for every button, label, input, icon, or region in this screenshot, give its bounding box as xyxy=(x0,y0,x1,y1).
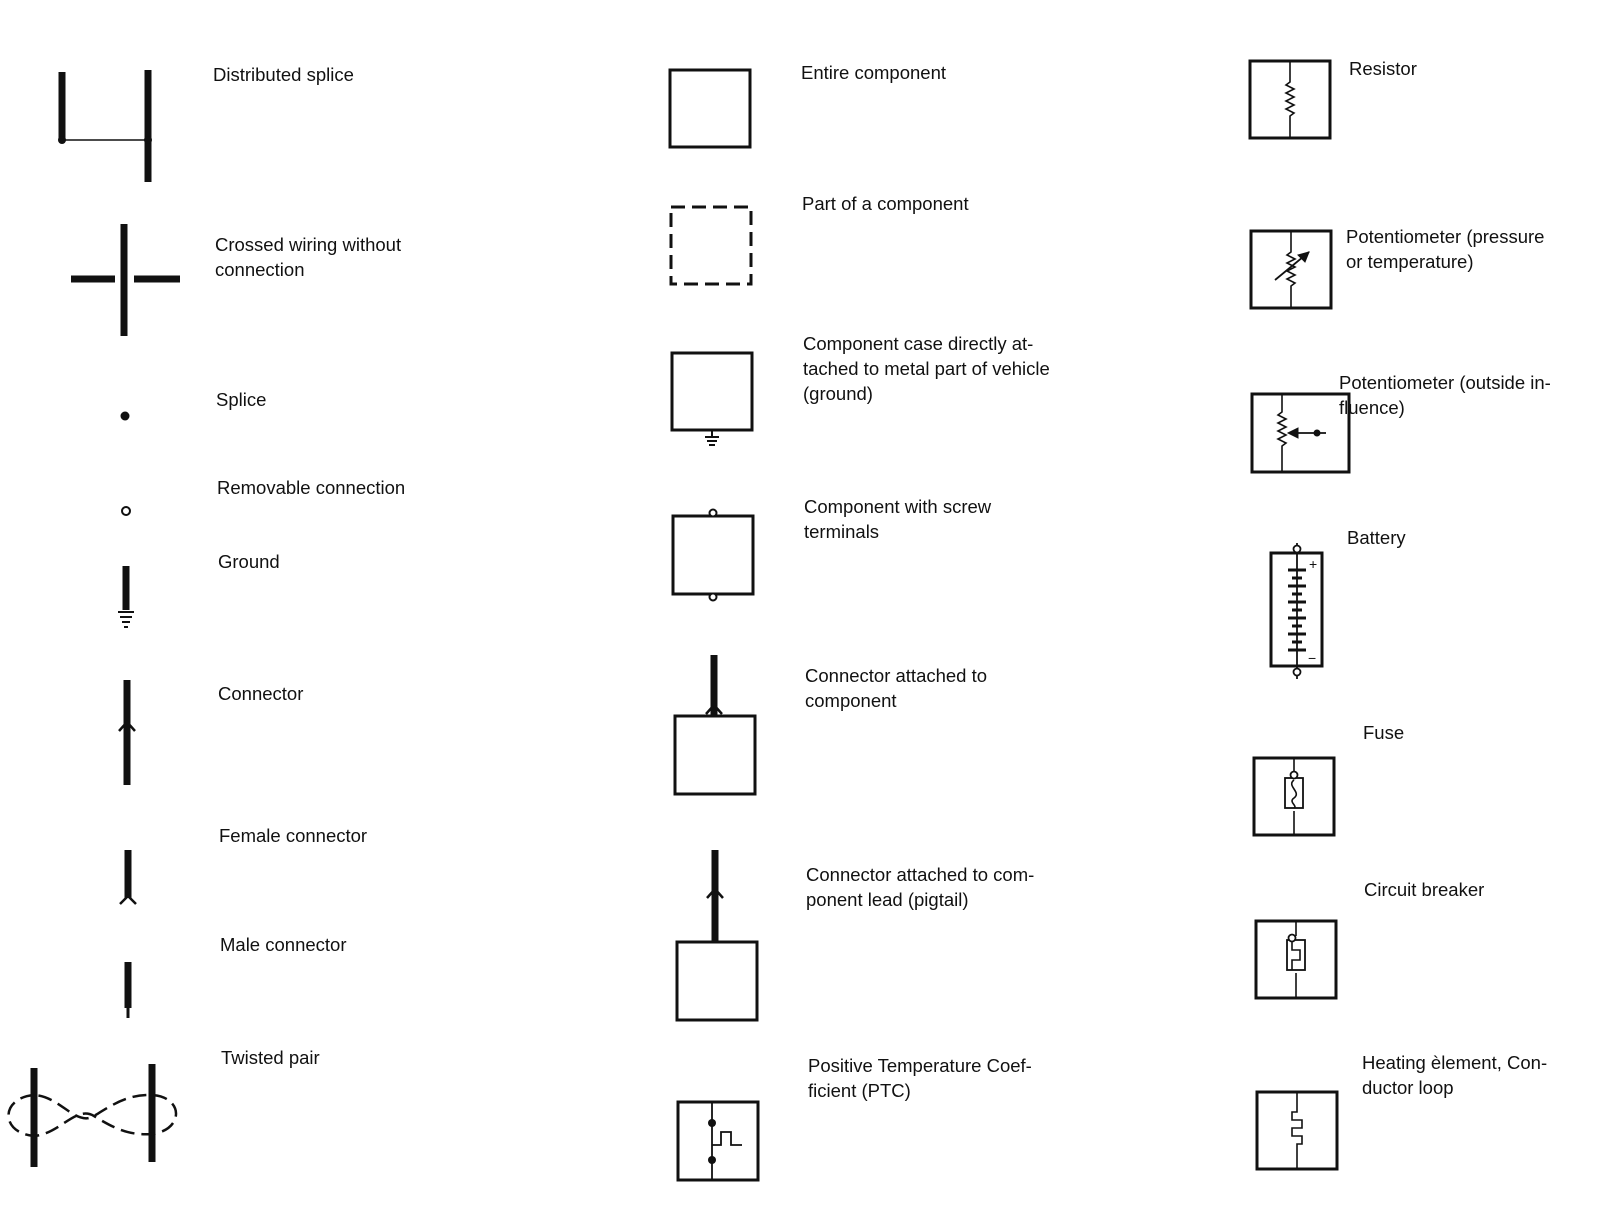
entire-component-icon xyxy=(670,70,750,147)
distributed-splice-icon xyxy=(58,70,152,182)
label-resistor: Resistor xyxy=(1349,58,1417,79)
label-component-case-ground: Component case directly at- tached to metal part of vehicle (ground) xyxy=(803,333,1050,404)
label-connector: Connector xyxy=(218,683,304,704)
heating-element-icon xyxy=(1257,1092,1337,1169)
label-crossed-wiring: Crossed wiring without connection xyxy=(215,234,402,280)
connector-component-icon xyxy=(675,655,755,794)
label-removable-connection: Removable connection xyxy=(217,477,406,498)
label-twisted-pair: Twisted pair xyxy=(221,1047,320,1068)
circuit-breaker-icon xyxy=(1256,921,1336,998)
ptc-icon xyxy=(678,1102,758,1180)
label-heating-element: Heating èlement, Con- ductor loop xyxy=(1362,1052,1548,1098)
label-male-connector: Male connector xyxy=(220,934,347,955)
potentiometer-outside-icon xyxy=(1252,394,1349,472)
label-ptc: Positive Temperature Coef- ficient (PTC) xyxy=(808,1055,1032,1101)
resistor-icon xyxy=(1250,61,1330,138)
label-female-connector: Female connector xyxy=(219,825,368,846)
label-fuse: Fuse xyxy=(1363,722,1405,743)
fuse-icon xyxy=(1254,758,1334,835)
potentiometer-pressure-icon xyxy=(1251,231,1331,308)
label-splice: Splice xyxy=(216,389,267,410)
connector-icon xyxy=(119,680,135,785)
component-case-ground-icon xyxy=(672,353,752,445)
label-distributed-splice: Distributed splice xyxy=(213,64,354,85)
label-battery: Battery xyxy=(1347,527,1406,548)
label-potentiometer-pressure: Potentiometer (pressure or temperature) xyxy=(1346,226,1545,272)
twisted-pair-icon xyxy=(9,1064,177,1167)
female-connector-icon xyxy=(120,850,136,904)
part-of-component-icon xyxy=(671,207,751,284)
splice-icon xyxy=(121,412,130,421)
ground-icon xyxy=(118,566,134,627)
battery-negative-mark: − xyxy=(1308,650,1317,666)
label-potentiometer-outside: Potentiometer (outside in- fluence) xyxy=(1339,372,1551,418)
connector-pigtail-icon xyxy=(677,850,757,1020)
removable-connection-icon xyxy=(122,507,130,515)
label-screw-terminals: Component with screw terminals xyxy=(804,496,992,542)
label-entire-component: Entire component xyxy=(801,62,947,83)
label-connector-pigtail: Connector attached to com- ponent lead (pigtail) xyxy=(806,864,1035,910)
screw-terminals-icon xyxy=(673,510,753,601)
battery-positive-mark: + xyxy=(1309,556,1318,572)
crossed-wiring-icon xyxy=(71,224,180,336)
label-part-of-component: Part of a component xyxy=(802,193,969,214)
label-circuit-breaker: Circuit breaker xyxy=(1364,879,1485,900)
label-ground: Ground xyxy=(218,551,280,572)
label-connector-component: Connector attached to component xyxy=(805,665,988,711)
